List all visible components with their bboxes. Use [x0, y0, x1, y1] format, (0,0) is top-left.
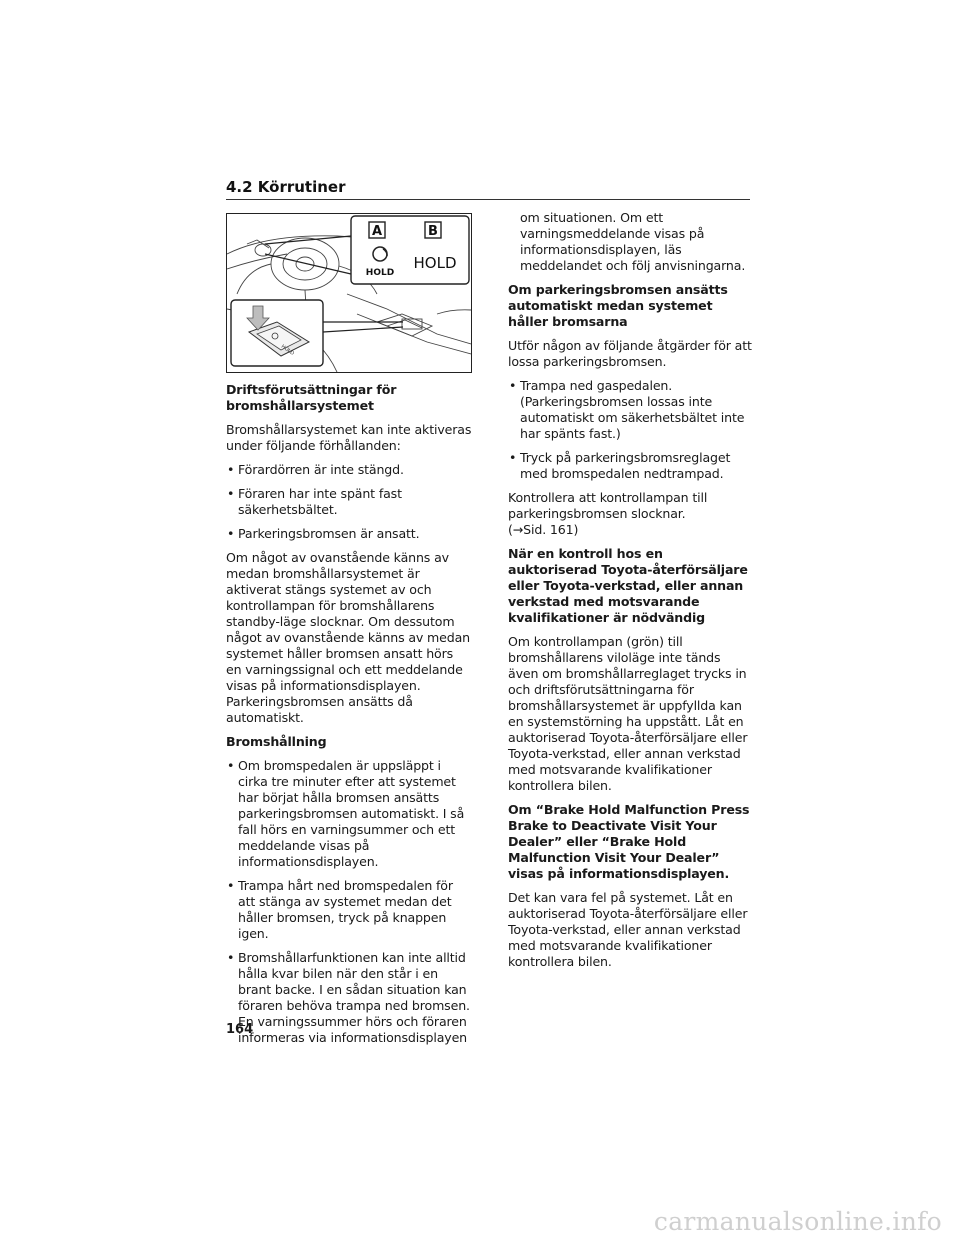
right-column	[508, 210, 754, 978]
bullet: •	[227, 878, 235, 893]
bullet: •	[227, 462, 235, 477]
bullet: •	[509, 450, 517, 465]
bullet: •	[227, 526, 235, 541]
bullet: •	[227, 758, 235, 773]
bullet: •	[227, 950, 235, 965]
list-item: • Parkeringsbromsen är ansatt.	[227, 526, 420, 541]
hold-label-b: HOLD	[413, 254, 457, 272]
page-number: 164	[226, 1022, 254, 1037]
heading-brake-holding: Bromshållning	[226, 734, 327, 749]
bullet: •	[227, 486, 235, 501]
paragraph: Kontrollera att kontrollampan till parkeringsbromsen slocknar. (→Sid. 161)	[508, 490, 754, 538]
paragraph: Om kontrollampan (grön) till bromshållarens viloläge inte tänds även om bromshållarreglaget trycks in och driftsförutsättningarna för bromshållarsystemet är uppfyllda kan en systemstörning ha uppstått. Låt en auktoriserad Toyota-återförsäljare eller Toyota-verkstad, eller annan verkstad med motsvarande kvalifikationer kontrollera bilen.	[508, 634, 748, 793]
heading-parking-brake-auto: Om parkeringsbromsen ansätts automatiskt medan systemet håller bromsarna	[508, 282, 728, 329]
list-item: • Bromshållarfunktionen kan inte alltid hålla kvar bilen när den står i en brant backe. I en sådan situation kan föraren behöva trampa ned bromsen. En varningssummer hörs och föraren informeras via informationsdisplayen	[227, 950, 470, 1045]
paragraph: Utför någon av följande åtgärder för att lossa parkeringsbromsen.	[508, 338, 752, 369]
list-item: • Förardörren är inte stängd.	[227, 462, 404, 477]
list-item: • Om bromspedalen är uppsläppt i cirka tre minuter efter att systemet har börjat hålla bromsen ansätts parkeringsbromsen automatiskt. I så fall hörs en varningsummer och ett meddelande visas på informationsdisplayen.	[227, 758, 465, 869]
paragraph: Bromshållarsystemet kan inte aktiveras under följande förhållanden:	[226, 422, 472, 453]
hold-label-a: HOLD	[365, 268, 395, 278]
brake-hold-illustration	[226, 213, 472, 373]
watermark: carmanualsonline.info	[653, 1207, 942, 1236]
label-a: A	[371, 224, 383, 239]
heading-operating-conditions: Driftsförutsättningar för bromshållarsystemet	[226, 382, 397, 413]
heading-malfunction-message: Om “Brake Hold Malfunction Press Brake to Deactivate Visit Your Dealer” eller “Brake Hold Malfunction Visit Your Dealer” visas på informationsdisplayen.	[508, 802, 750, 881]
page-reference-link[interactable]: (→Sid. 161)	[508, 522, 579, 537]
list-item: • Tryck på parkeringsbromsreglaget med bromspedalen nedtrampad.	[509, 450, 731, 481]
section-divider	[226, 199, 750, 200]
hold-button-label: HOLD	[279, 343, 296, 357]
brake-holding-list	[226, 758, 472, 1046]
section-header: 4.2 Körrutiner	[226, 178, 346, 196]
list-item: • Föraren har inte spänt fast säkerhetsbältet.	[227, 486, 402, 517]
paragraph: Om något av ovanstående känns av medan bromshållarsystemet är aktiverat stängs systemet av och kontrollampan för bromshållarens standby-läge slocknar. Om dessutom något av ovanstående känns av medan systemet håller bromsen ansatt hörs en varningssignal och ett meddelande visas på informationsdisplayen. Parkeringsbromsen ansätts då automatiskt.	[226, 550, 471, 725]
paragraph: Det kan vara fel på systemet. Låt en auktoriserad Toyota-återförsäljare eller Toyota-verkstad, eller annan verkstad med motsvarande kvalifikationer kontrollera bilen.	[508, 890, 748, 969]
label-b: B	[428, 224, 438, 239]
conditions-list	[226, 462, 472, 542]
bullet: •	[509, 378, 517, 393]
list-item: • Trampa ned gaspedalen. (Parkeringsbromsen lossas inte automatiskt om säkerhetsbältet inte har spänts fast.)	[509, 378, 745, 441]
list-item: • Trampa hårt ned bromspedalen för att stänga av systemet medan det håller bromsen, tryck på knappen igen.	[227, 878, 453, 941]
left-column	[226, 382, 472, 1054]
continued-text: om situationen. Om ett varningsmeddelande visas på informationsdisplayen, läs meddelandet och följ anvisningarna.	[520, 210, 746, 273]
release-actions-list	[508, 378, 754, 482]
heading-inspection-needed: När en kontroll hos en auktoriserad Toyota-återförsäljare eller Toyota-verkstad, eller annan verkstad med motsvarande kvalifikationer är nödvändig	[508, 546, 748, 625]
